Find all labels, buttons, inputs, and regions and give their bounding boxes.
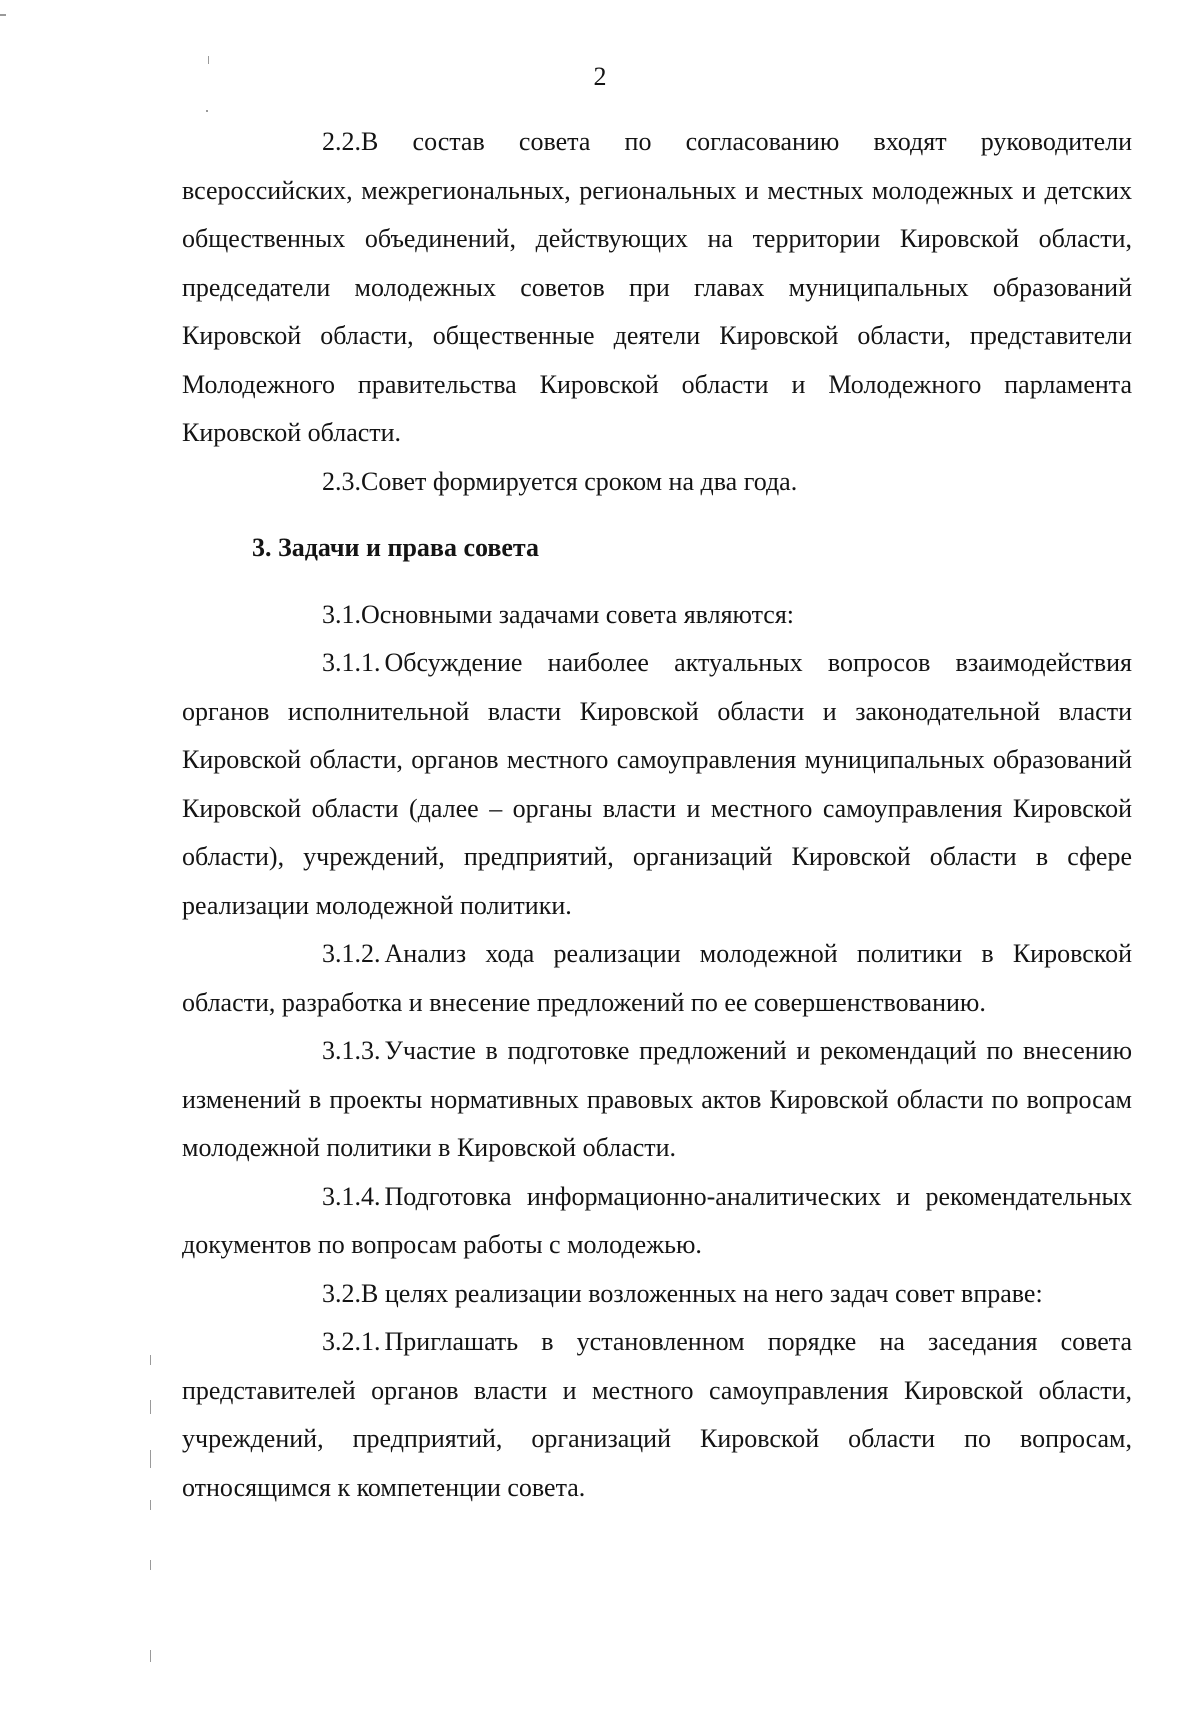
scan-mark xyxy=(150,1560,151,1570)
paragraph-text: Совет формируется сроком на два года. xyxy=(361,466,798,496)
paragraph-text: Подготовка информационно-аналитических и рекомендательных документов по вопросам работы с молодежью. xyxy=(182,1181,1132,1259)
paragraph-number: 3.1.4. xyxy=(322,1181,381,1211)
paragraph-text: Анализ хода реализации молодежной политики в Кировской области, разработка и внесение предложений по ее совершенствованию. xyxy=(182,939,1132,1017)
paragraph-3-2-1 xyxy=(182,1318,1132,1512)
scan-mark xyxy=(150,1400,151,1414)
paragraph-text: В целях реализации возложенных на него задач совет вправе: xyxy=(361,1278,1043,1308)
paragraph-number: 3.1.2. xyxy=(322,939,381,968)
paragraph-3-1-2 xyxy=(182,930,1132,1027)
paragraph-number: 3.1. xyxy=(322,599,361,629)
paragraph-3-1-3 xyxy=(182,1027,1132,1173)
paragraph-2-2 xyxy=(182,118,1132,458)
scan-mark xyxy=(206,110,208,112)
section-heading: 3. Задачи и права совета xyxy=(252,533,540,562)
scan-mark xyxy=(150,1500,151,1510)
paragraph-text: Участие в подготовке предложений и рекомендаций по внесению изменений в проекты нормативных правовых актов Кировской области по вопросам молодежной политики в Кировской области. xyxy=(182,1036,1132,1162)
paragraph-number: 2.3. xyxy=(322,466,361,496)
paragraph-number: 3.2.1. xyxy=(322,1327,381,1356)
paragraph-text: Основными задачами совета являются: xyxy=(361,599,795,629)
paragraph-3-1-1 xyxy=(182,639,1132,930)
paragraph-number: 3.2. xyxy=(322,1278,361,1308)
paragraph-2-3 xyxy=(182,458,1132,507)
paragraph-number: 3.1.1. xyxy=(322,648,381,677)
document-body xyxy=(182,118,1132,1512)
paragraph-3-1 xyxy=(182,591,1132,640)
scan-mark xyxy=(150,1355,151,1365)
paragraph-number: 3.1.3. xyxy=(322,1036,381,1065)
paragraph-3-2 xyxy=(182,1270,1132,1319)
scan-mark xyxy=(150,1650,151,1662)
scan-mark xyxy=(150,1450,151,1468)
paragraph-number: 2.2. xyxy=(322,127,361,156)
scan-mark xyxy=(0,14,6,16)
paragraph-3-1-4 xyxy=(182,1173,1132,1270)
paragraph-text: Приглашать в установленном порядке на заседания совета представителей органов власти и местного самоуправления Кировской области, учреждений, предприятий, организаций Кировской области по вопросам, относящимся к компетенции совета. xyxy=(182,1327,1132,1502)
paragraph-text: В состав совета по согласованию входят руководители всероссийских, межрегиональных, региональных и местных молодежных и детских общественных объединений, действующих на территории Кировской области, председатели молодежных советов при главах муниципальных образований Кировской области, общественные деятели Кировской области, представители Молодежного правительства Кировской области и Молодежного парламента Кировской области. xyxy=(182,127,1132,447)
page-number: 2 xyxy=(593,62,607,91)
paragraph-text: Обсуждение наиболее актуальных вопросов взаимодействия органов исполнительной власти Кировской области и законодательной власти Кировской области, органов местного самоуправления муниципальных образований Кировской области (далее – органы власти и местного самоуправления Кировской области), учреждений, предприятий, организаций Кировской области в сфере реализации молодежной политики. xyxy=(182,648,1132,920)
